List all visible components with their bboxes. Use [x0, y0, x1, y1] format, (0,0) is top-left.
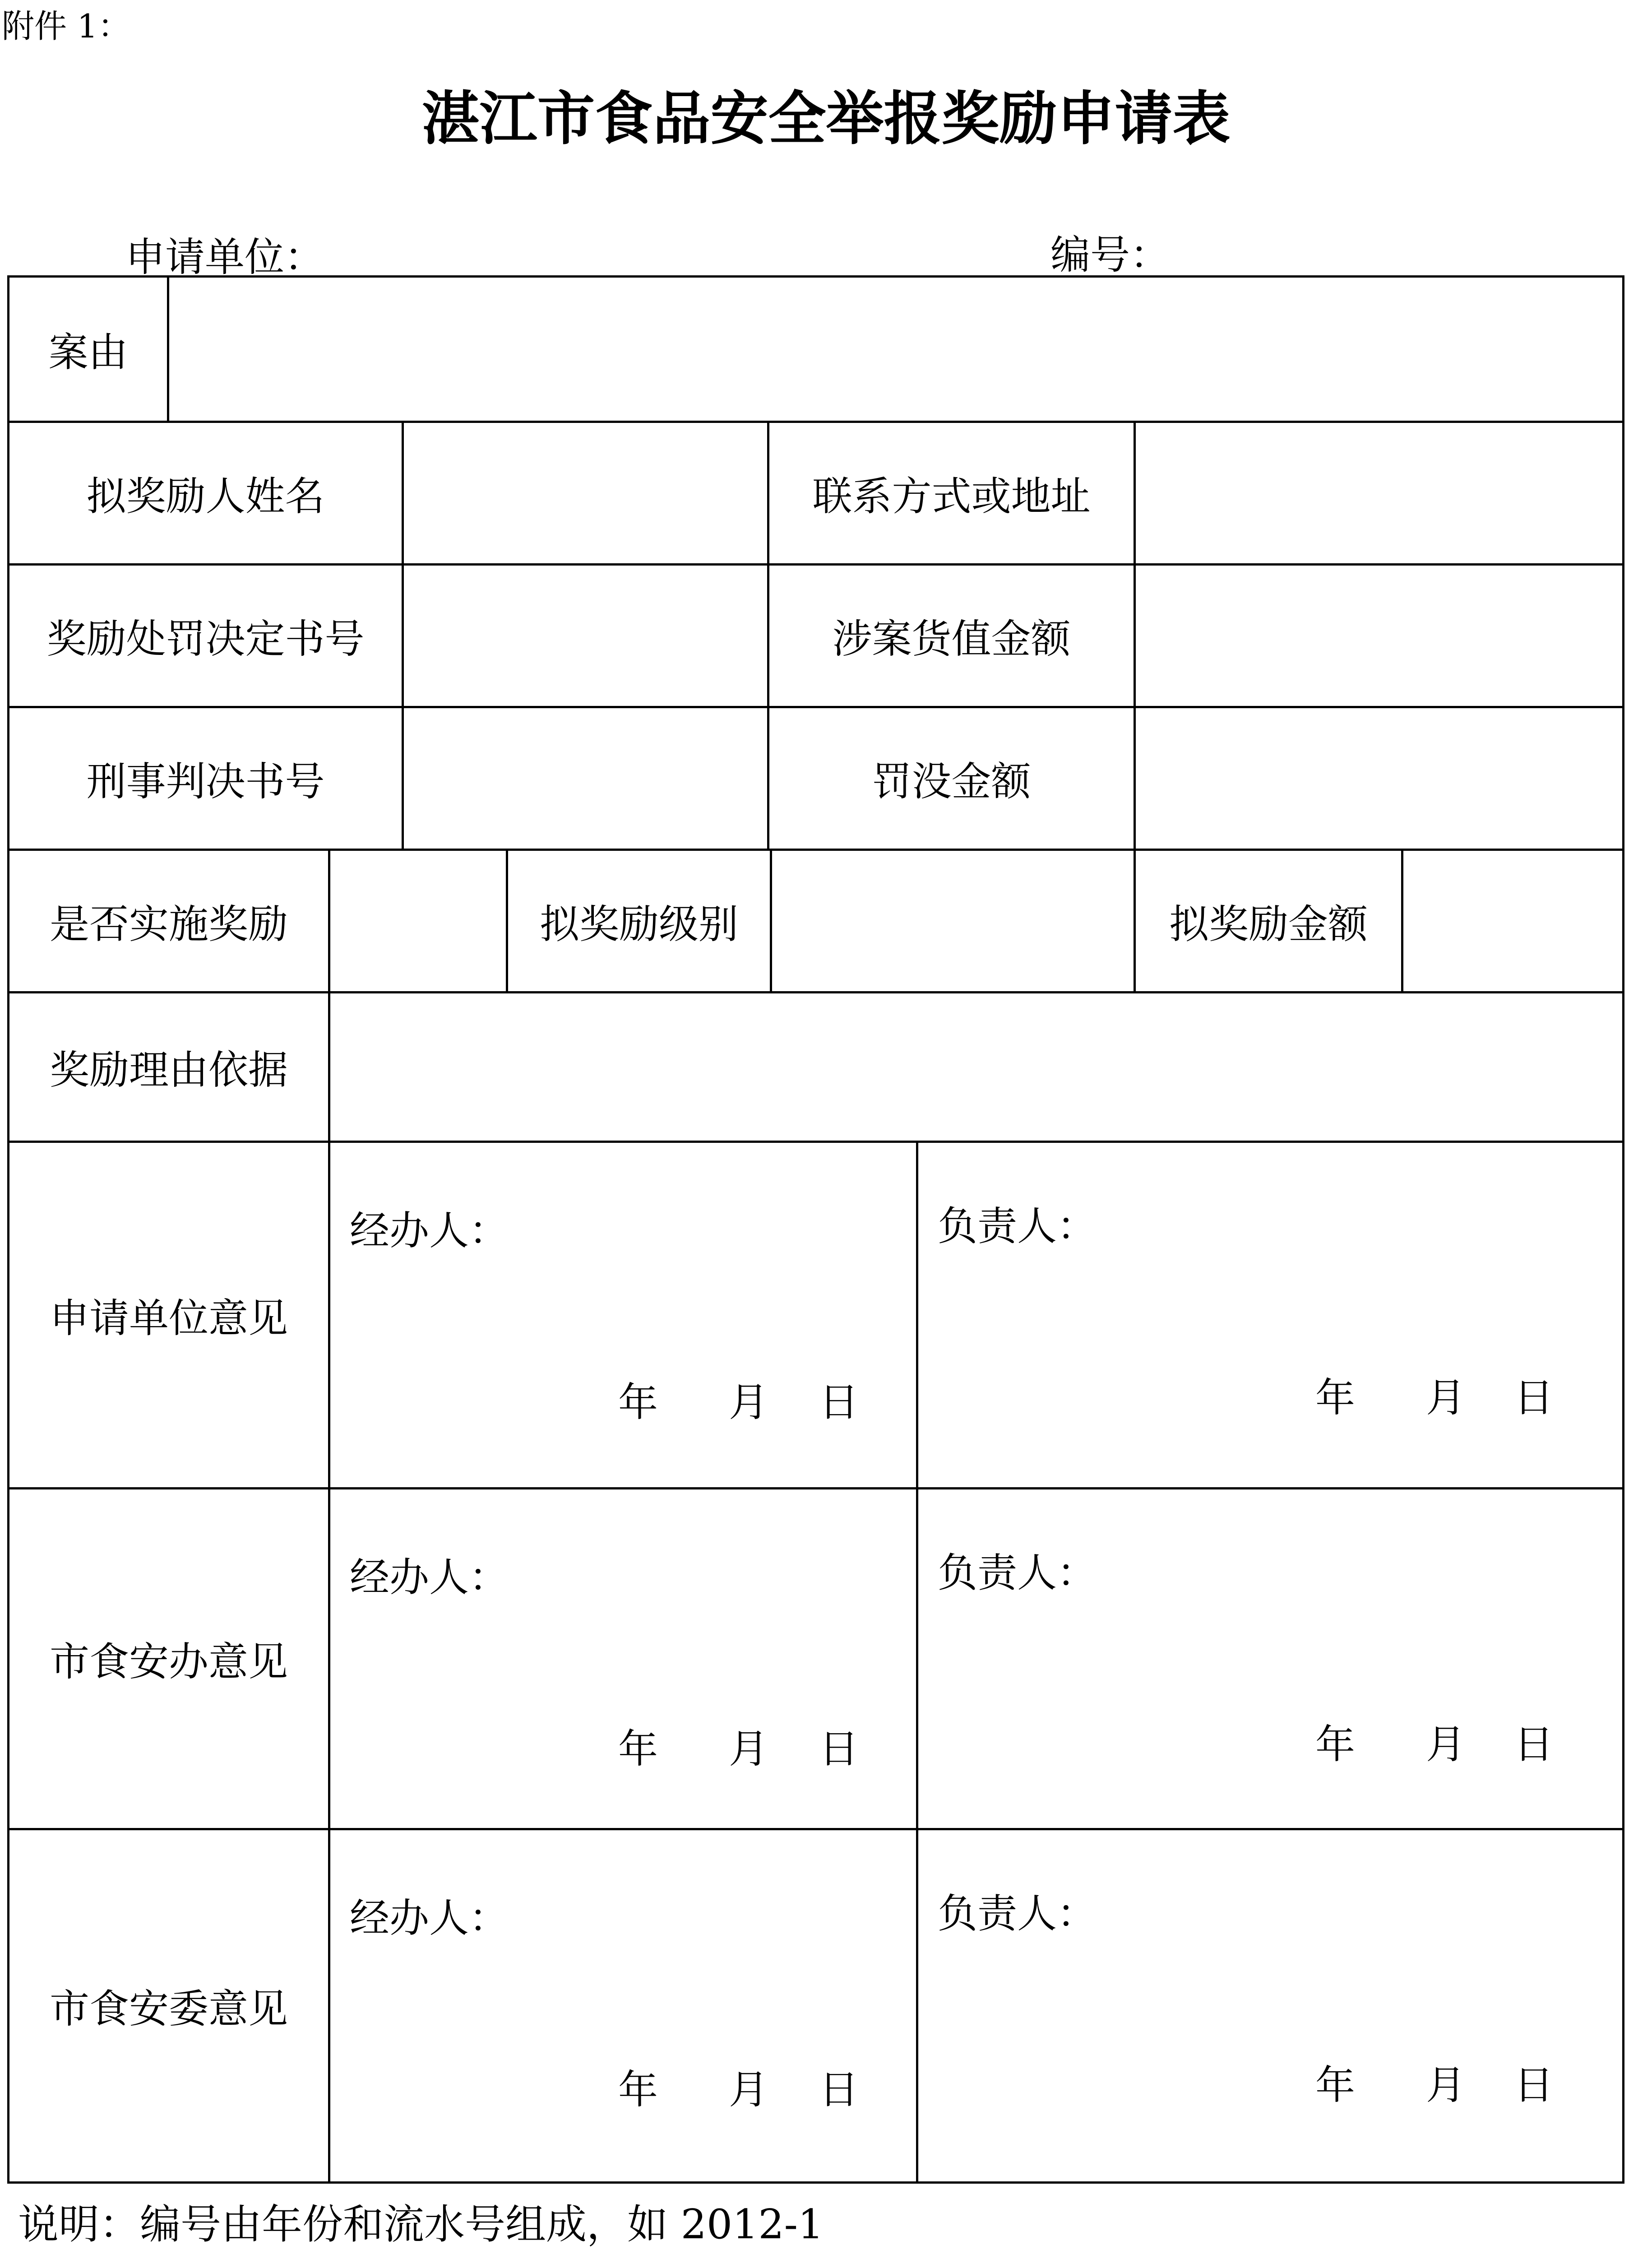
date-month: 月 [1426, 1721, 1466, 1768]
date-month: 月 [729, 1379, 769, 1425]
contact-field[interactable] [1134, 421, 1624, 566]
number-label: 编号： [1050, 232, 1170, 278]
handler-opinion-field[interactable] [328, 1487, 918, 1830]
case-label: 案由 [7, 275, 169, 423]
opinion-label: 申请单位意见 [7, 1141, 330, 1489]
handler-label: 经办人： [350, 1895, 509, 1941]
date-day: 日 [1514, 1374, 1554, 1421]
attachment-label: 附件 1： [2, 7, 130, 45]
date-day: 日 [1514, 1721, 1554, 1768]
implement-field[interactable] [328, 849, 508, 993]
contact-label: 联系方式或地址 [767, 421, 1136, 566]
date-year: 年 [1315, 1721, 1356, 1768]
date-year: 年 [618, 2066, 658, 2113]
name-field[interactable] [402, 421, 769, 566]
leader-label: 负责人： [938, 1890, 1097, 1937]
date-year: 年 [1315, 2062, 1356, 2108]
leader-label: 负责人： [938, 1203, 1097, 1249]
leader-opinion-field[interactable] [916, 1828, 1624, 2184]
date-month: 月 [729, 1726, 769, 1772]
level-label: 拟奖励级别 [506, 849, 772, 993]
case-field[interactable] [167, 275, 1624, 423]
footer-note: 说明：编号由年份和流水号组成，如 2012-1 [18, 2201, 824, 2248]
criminal-no-label: 刑事判决书号 [7, 706, 404, 851]
date-month: 月 [1426, 1374, 1466, 1421]
implement-label: 是否实施奖励 [7, 849, 330, 993]
name-label: 拟奖励人姓名 [7, 421, 404, 566]
handler-label: 经办人： [350, 1554, 509, 1601]
date-year: 年 [618, 1379, 658, 1425]
page-title: 湛江市食品安全举报奖励申请表 [421, 85, 1231, 153]
fine-label: 罚没金额 [767, 706, 1136, 851]
opinion-label: 市食安委意见 [7, 1828, 330, 2184]
value-label: 涉案货值金额 [767, 563, 1136, 708]
date-month: 月 [729, 2066, 769, 2113]
handler-opinion-field[interactable] [328, 1141, 918, 1489]
handler-opinion-field[interactable] [328, 1828, 918, 2184]
applicant-unit-label: 申请单位： [125, 234, 324, 280]
reason-field[interactable] [328, 991, 1624, 1143]
opinion-label: 市食安办意见 [7, 1487, 330, 1830]
decision-no-field[interactable] [402, 563, 769, 708]
criminal-no-field[interactable] [402, 706, 769, 851]
decision-no-label: 奖励处罚决定书号 [7, 563, 404, 708]
date-day: 日 [819, 1726, 859, 1772]
leader-label: 负责人： [938, 1549, 1097, 1596]
leader-opinion-field[interactable] [916, 1487, 1624, 1830]
amount-label: 拟奖励金额 [1134, 849, 1403, 993]
handler-label: 经办人： [350, 1207, 509, 1254]
date-day: 日 [1514, 2062, 1554, 2108]
date-day: 日 [819, 2066, 859, 2113]
amount-field[interactable] [1401, 849, 1624, 993]
date-day: 日 [819, 1379, 859, 1425]
date-year: 年 [618, 1726, 658, 1772]
date-month: 月 [1426, 2062, 1466, 2108]
leader-opinion-field[interactable] [916, 1141, 1624, 1489]
value-field[interactable] [1134, 563, 1624, 708]
fine-field[interactable] [1134, 706, 1624, 851]
level-field[interactable] [770, 849, 1136, 993]
reason-label: 奖励理由依据 [7, 991, 330, 1143]
date-year: 年 [1315, 1374, 1356, 1421]
